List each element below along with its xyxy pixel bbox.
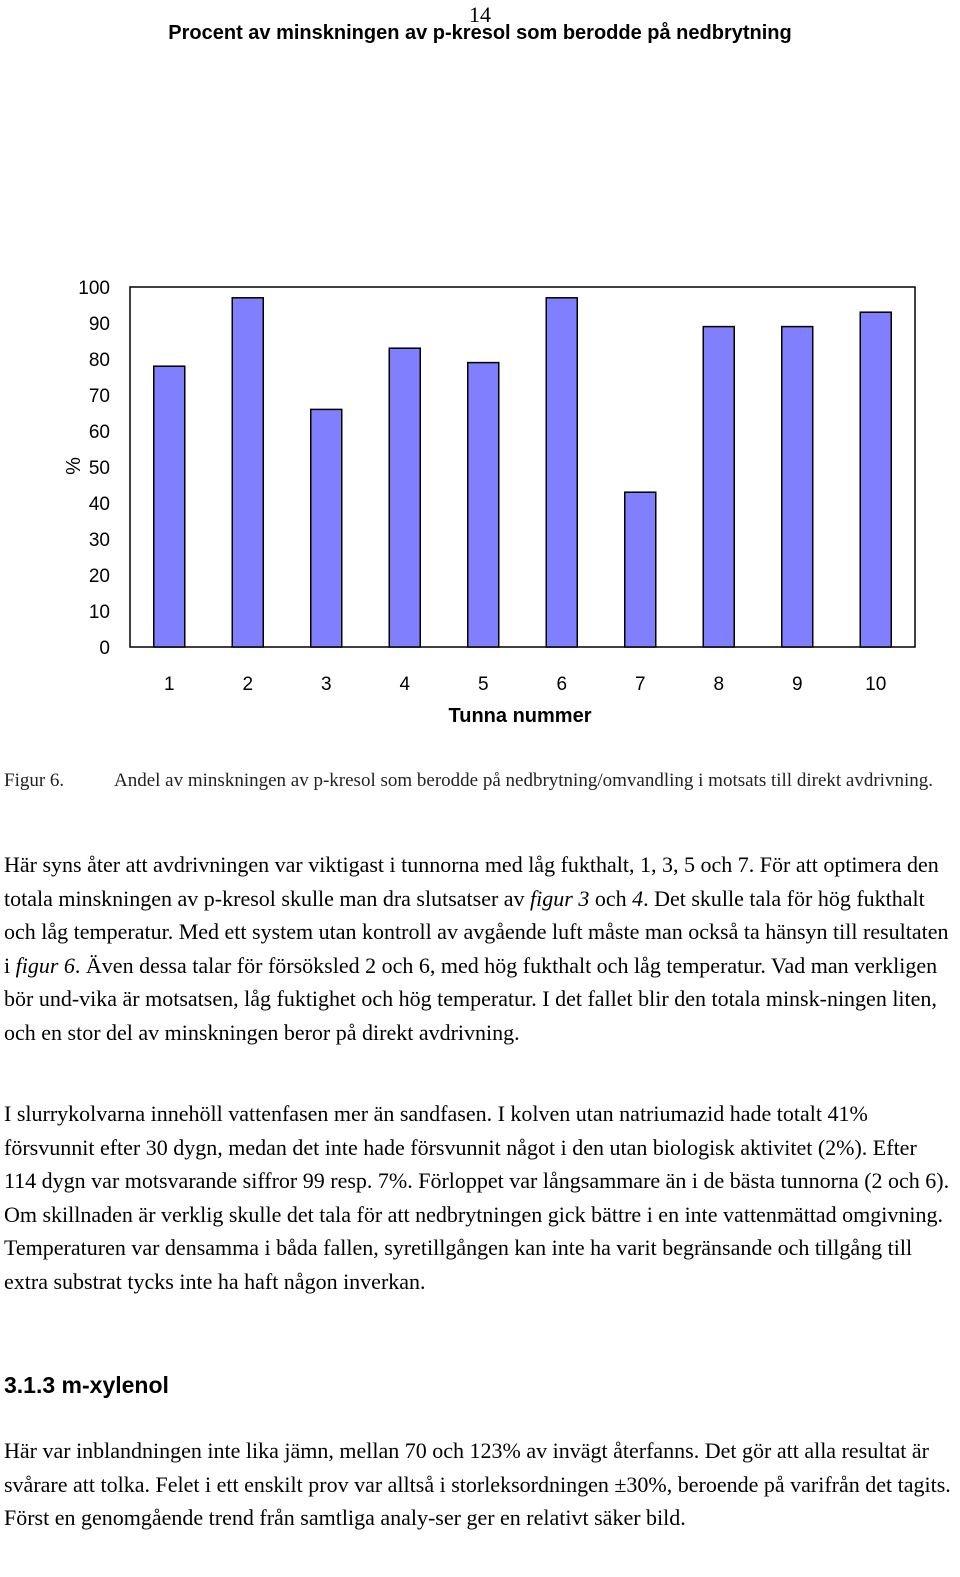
figure-caption-text: Andel av minskningen av p-kresol som berodde på nedbrytning/omvandling i motsats till direkt avdrivning. <box>114 770 933 791</box>
bar-chart <box>0 0 960 740</box>
paragraph-1-text: och <box>589 885 633 911</box>
page-number: 14 <box>469 2 491 27</box>
y-tick-label: 60 <box>88 422 110 443</box>
paragraph-3: Här var inblandningen inte lika jämn, mellan 70 och 123% av invägt återfanns. Det gör att alla resultat är svårare att tolka. Felet i ett enskilt prov var alltså i storleksordningen ±30%, beroende på varifrån det tagits. Först en genomgående trend från samtliga analy-ser ger en relativt säker bild. <box>4 1438 951 1530</box>
x-tick-labels <box>164 674 886 695</box>
paragraph-2: I slurrykolvarna innehöll vattenfasen mer än sandfasen. I kolven utan natriumazid hade totalt 41% försvunnit efter 30 dygn, medan det inte hade försvunnit något i den utan biologisk aktivitet (2%). Efter 114 dygn var motsvarande siffror 99 resp. 7%. Förloppet var långsammare än i de bästa tunnorna (2 och 6). Om skillnaden är verklig skulle det tala för att nedbrytningen gick bättre i en inte vattenmättad omgivning. Temperaturen var densamma i båda fallen, syretillgången kan inte ha varit begränsande och tillgång till extra substrat tycks inte ha haft någon inverkan. <box>4 1101 950 1294</box>
y-tick-label: 70 <box>88 386 110 407</box>
bar <box>468 363 499 647</box>
x-tick-label: 3 <box>320 674 332 695</box>
y-tick-label: 80 <box>88 350 110 371</box>
figure-caption <box>4 764 934 798</box>
x-tick-label: 6 <box>556 674 568 695</box>
x-tick-label: 8 <box>713 674 725 695</box>
y-tick-label: 20 <box>88 566 110 587</box>
x-tick-label: 7 <box>634 674 646 695</box>
y-tick-label: 50 <box>88 458 110 479</box>
chart-title: Procent av minskningen av p-kresol som berodde på nedbrytning <box>168 22 792 44</box>
figure-caption-label: Figur 6. <box>4 770 65 791</box>
x-tick-label: 4 <box>399 674 411 695</box>
paragraph-1-text: Här syns åter att avdrivningen var viktigast i tunnorna med låg fukthalt, 1, 3, 5 och 7. För att optimera den totala minskningen av p-kresol skulle man dra slutsatser av <box>4 852 939 911</box>
figure-reference: 4 <box>632 885 644 911</box>
y-tick-label: 10 <box>88 602 110 623</box>
figure-reference: figur 6 <box>15 952 75 978</box>
bars <box>154 298 892 647</box>
y-tick-label: 100 <box>78 278 110 299</box>
bar <box>389 348 420 647</box>
paragraph-1 <box>4 848 954 1049</box>
bar <box>860 312 891 647</box>
bar <box>154 366 185 647</box>
x-tick-label: 1 <box>163 674 175 695</box>
paragraph-1-text: . Det skulle tala för hög fukthalt och låg temperatur. Med ett system utan kontroll av avgående luft måste man också ta hänsyn till resultaten i <box>4 885 949 978</box>
y-tick-label: 0 <box>99 638 110 659</box>
bar <box>311 409 342 647</box>
x-tick-label: 10 <box>865 674 887 695</box>
bar <box>782 327 813 647</box>
paragraph-1-text: . Även dessa talar för försöksled 2 och 6, med hög fukthalt och låg temperatur. Vad man verkligen bör und-vika är motsatsen, låg fuktighet och hög temperatur. I det fallet blir den totala minsk-ningen liten, och en stor del av minskningen beror på direkt avdrivning. <box>4 952 938 1045</box>
bar <box>625 492 656 647</box>
x-axis-label: Tunna nummer <box>448 705 592 727</box>
x-tick-label: 5 <box>477 674 489 695</box>
section-heading: 3.1.3 m-xylenol <box>4 1372 169 1398</box>
x-tick-label: 9 <box>791 674 803 695</box>
x-tick-label: 2 <box>242 674 254 695</box>
y-axis-label: % <box>63 457 85 475</box>
bar <box>546 298 577 647</box>
figure-reference: figur 3 <box>530 885 590 911</box>
bar <box>232 298 263 647</box>
y-tick-label: 40 <box>88 494 110 515</box>
y-tick-label: 90 <box>88 314 110 335</box>
y-tick-label: 30 <box>88 530 110 551</box>
bar <box>703 327 734 647</box>
